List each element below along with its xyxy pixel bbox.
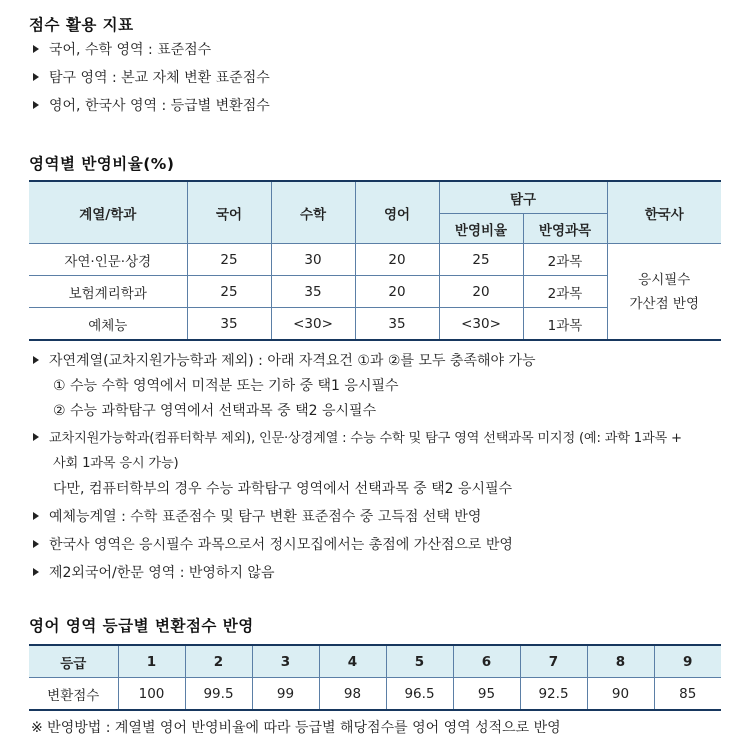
triangle-bullet-icon xyxy=(33,356,39,364)
grade-cell: 8 xyxy=(587,645,654,678)
bullet-item: 영어, 한국사 영역 : 등급별 변환점수 xyxy=(33,96,270,116)
note-item: 한국사 영역은 응시필수 과목으로서 정시모집에서는 총점에 가산점으로 반영 xyxy=(33,535,513,555)
header-converted-score: 변환점수 xyxy=(29,678,118,711)
score-row xyxy=(29,678,721,711)
header-inquiry-ratio: 반영비율 xyxy=(439,214,523,244)
header-math: 수학 xyxy=(271,181,355,244)
ratio-table xyxy=(29,180,721,341)
triangle-bullet-icon xyxy=(33,73,39,81)
cell-inquiry-subjects: 1과목 xyxy=(523,308,607,341)
score-cell: 85 xyxy=(654,678,721,711)
grade-cell: 7 xyxy=(520,645,587,678)
note-item: 교차지원가능학과(컴퓨터학부 제외), 인문·상경계열 : 수능 수학 및 탐구 영역 선택과목 미지정 (예: 과학 1과목 + xyxy=(33,429,682,449)
grade-row xyxy=(29,645,721,678)
bullet-item: 탐구 영역 : 본교 자체 변환 표준점수 xyxy=(33,68,270,88)
grade-cell: 4 xyxy=(319,645,386,678)
triangle-bullet-icon xyxy=(33,433,39,441)
header-inquiry: 탐구 xyxy=(439,181,607,214)
header-inquiry-subjects: 반영과목 xyxy=(523,214,607,244)
note-subitem: ① 수능 수학 영역에서 미적분 또는 기하 중 택1 응시필수 xyxy=(53,378,399,394)
header-english: 영어 xyxy=(355,181,439,244)
cell-inquiry-ratio: 20 xyxy=(439,276,523,308)
score-cell: 98 xyxy=(319,678,386,711)
score-cell: 96.5 xyxy=(386,678,453,711)
note-subitem: ② 수능 과학탐구 영역에서 선택과목 중 택2 응시필수 xyxy=(53,403,377,419)
score-cell: 92.5 xyxy=(520,678,587,711)
cell-inquiry-subjects: 2과목 xyxy=(523,276,607,308)
cell-history-note: 응시필수 가산점 반영 xyxy=(607,244,721,341)
cell-english: 20 xyxy=(355,276,439,308)
triangle-bullet-icon xyxy=(33,540,39,548)
section-title-ratio: 영역별 반영비율(%) xyxy=(29,155,175,173)
english-conversion-table xyxy=(29,644,721,711)
note-item: 제2외국어/한문 영역 : 반영하지 않음 xyxy=(33,563,274,583)
grade-cell: 6 xyxy=(453,645,520,678)
cell-group: 보험계리학과 xyxy=(29,276,187,308)
score-cell: 99.5 xyxy=(185,678,252,711)
header-grade: 등급 xyxy=(29,645,118,678)
footnote: ※ 반영방법 : 계열별 영어 반영비율에 따라 등급별 해당점수를 영어 영역 성적으로 반영 xyxy=(31,720,561,736)
header-group: 계열/학과 xyxy=(29,181,187,244)
triangle-bullet-icon xyxy=(33,45,39,53)
triangle-bullet-icon xyxy=(33,512,39,520)
cell-math: 30 xyxy=(271,244,355,276)
score-cell: 100 xyxy=(118,678,185,711)
cell-math: <30> xyxy=(271,308,355,341)
table-row xyxy=(29,244,721,276)
grade-cell: 3 xyxy=(252,645,319,678)
score-cell: 90 xyxy=(587,678,654,711)
score-cell: 95 xyxy=(453,678,520,711)
note-item: 예체능계열 : 수학 표준점수 및 탐구 변환 표준점수 중 고득점 선택 반영 xyxy=(33,507,481,527)
cell-korean: 25 xyxy=(187,244,271,276)
cell-korean: 25 xyxy=(187,276,271,308)
note-continuation: 다만, 컴퓨터학부의 경우 수능 과학탐구 영역에서 선택과목 중 택2 응시필수 xyxy=(53,481,513,497)
cell-inquiry-subjects: 2과목 xyxy=(523,244,607,276)
section-title-score-indicators: 점수 활용 지표 xyxy=(29,16,134,34)
grade-cell: 1 xyxy=(118,645,185,678)
note-item: 자연계열(교차지원가능학과 제외) : 아래 자격요건 ①과 ②를 모두 충족해야 가능 xyxy=(33,351,536,371)
cell-korean: 35 xyxy=(187,308,271,341)
grade-cell: 9 xyxy=(654,645,721,678)
cell-english: 35 xyxy=(355,308,439,341)
cell-math: 35 xyxy=(271,276,355,308)
triangle-bullet-icon xyxy=(33,101,39,109)
grade-cell: 5 xyxy=(386,645,453,678)
cell-group: 예체능 xyxy=(29,308,187,341)
triangle-bullet-icon xyxy=(33,568,39,576)
header-korean: 국어 xyxy=(187,181,271,244)
cell-group: 자연·인문·상경 xyxy=(29,244,187,276)
cell-inquiry-ratio: <30> xyxy=(439,308,523,341)
grade-cell: 2 xyxy=(185,645,252,678)
cell-english: 20 xyxy=(355,244,439,276)
section-title-english-conversion: 영어 영역 등급별 변환점수 반영 xyxy=(29,617,254,635)
header-history: 한국사 xyxy=(607,181,721,244)
cell-inquiry-ratio: 25 xyxy=(439,244,523,276)
score-cell: 99 xyxy=(252,678,319,711)
note-continuation: 사회 1과목 응시 가능) xyxy=(53,456,179,471)
bullet-item: 국어, 수학 영역 : 표준점수 xyxy=(33,40,211,60)
